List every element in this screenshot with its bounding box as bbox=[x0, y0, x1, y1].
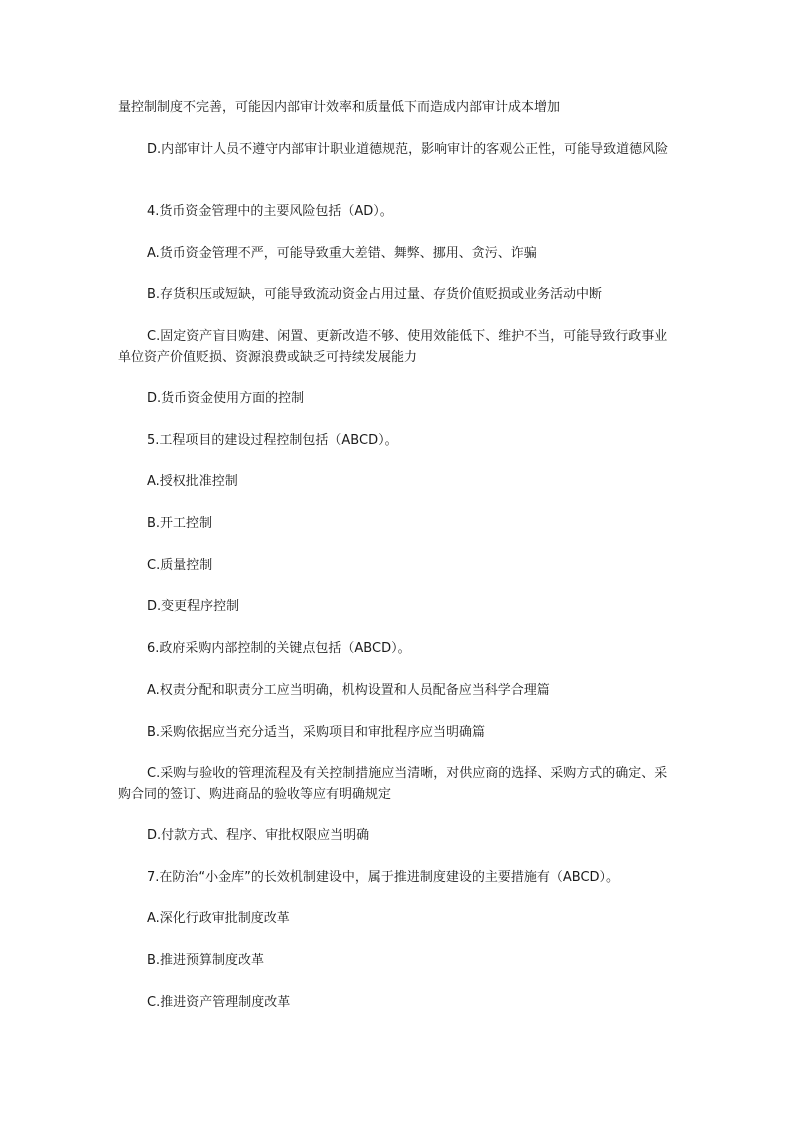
question-4-option-d: D.货币资金使用方面的控制 bbox=[147, 391, 305, 406]
question-6-option-c: C.采购与验收的管理流程及有关控制措施应当清晰，对供应商的选择、采购方式的确定、采购合同的签订、购进商品的验收等应有明确规定 bbox=[118, 766, 668, 802]
question-7-option-a: A.深化行政审批制度改革 bbox=[147, 911, 290, 926]
question-4-option-b: B.存货积压或短缺，可能导致流动资金占用过量、存货价值贬损或业务活动中断 bbox=[147, 287, 603, 302]
question-6-option-b: B.采购依据应当充分适当，采购项目和审批程序应当明确篇 bbox=[147, 725, 486, 740]
question-7: 7.在防治“小金库”的长效机制建设中，属于推进制度建设的主要措施有（ABCD）。 bbox=[147, 870, 620, 885]
question-4-option-c: C.固定资产盲目购建、闲置、更新改造不够、使用效能低下、维护不当，可能导致行政事业单位资产价值贬损、资源浪费或缺乏可持续发展能力 bbox=[118, 329, 668, 365]
question-6-option-a: A.权责分配和职责分工应当明确，机构设置和人员配备应当科学合理篇 bbox=[147, 683, 550, 698]
question-7-option-c: C.推进资产管理制度改革 bbox=[147, 995, 291, 1010]
question-5-option-d: D.变更程序控制 bbox=[147, 599, 240, 614]
paragraph-text: 量控制制度不完善，可能因内部审计效率和质量低下而造成内部审计成本增加 bbox=[118, 100, 561, 115]
question-5-option-c: C.质量控制 bbox=[147, 558, 213, 573]
question-5-option-a: A.授权批准控制 bbox=[147, 474, 238, 489]
question-7-option-b: B.推进预算制度改革 bbox=[147, 953, 265, 968]
question-5-option-b: B.开工控制 bbox=[147, 516, 213, 531]
question-6-option-d: D.付款方式、程序、审批权限应当明确 bbox=[147, 828, 370, 843]
question-4: 4.货币资金管理中的主要风险包括（AD）。 bbox=[147, 204, 393, 219]
option-d-paragraph: D.内部审计人员不遵守内部审计职业道德规范，影响审计的客观公正性，可能导致道德风险 bbox=[147, 142, 669, 157]
question-5: 5.工程项目的建设过程控制包括（ABCD）。 bbox=[147, 433, 398, 448]
question-6: 6.政府采购内部控制的关键点包括（ABCD）。 bbox=[147, 641, 411, 656]
question-4-option-a: A.货币资金管理不严，可能导致重大差错、舞弊、挪用、贪污、诈骗 bbox=[147, 246, 537, 261]
